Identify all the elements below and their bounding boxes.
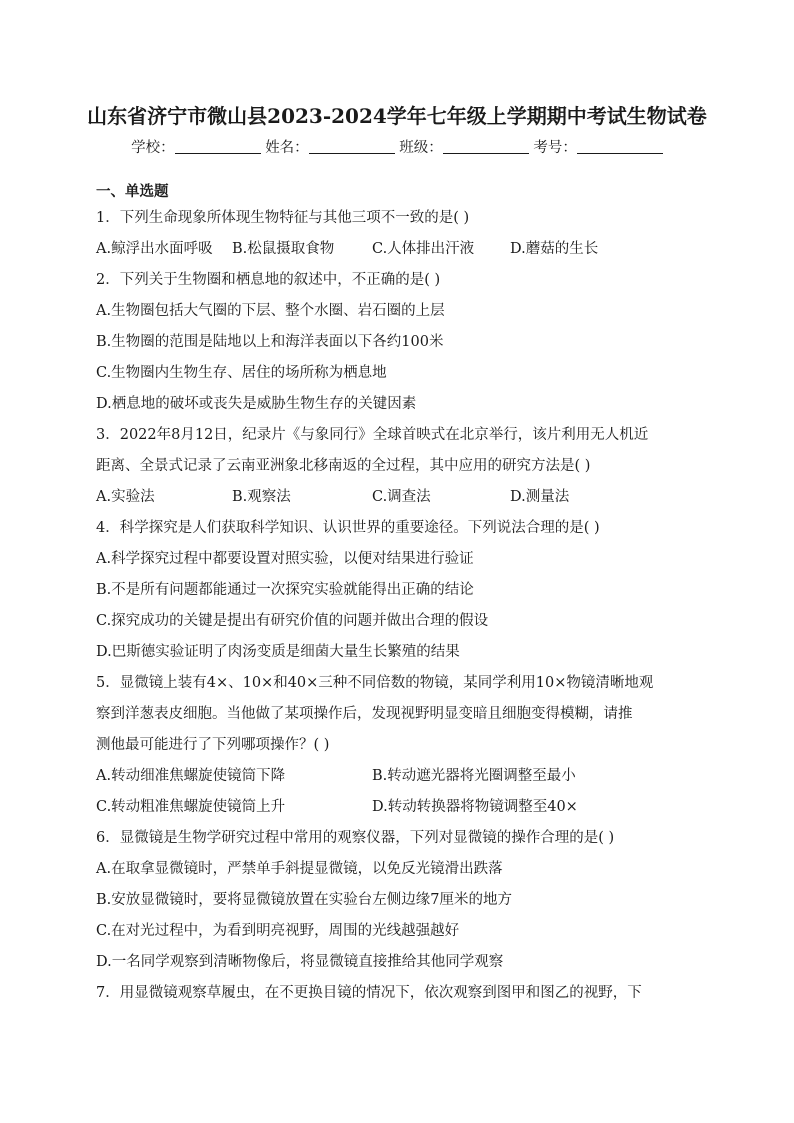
name-label: 姓名： xyxy=(265,140,309,156)
school-blank[interactable] xyxy=(175,139,261,154)
q6-stem: 6．显微镜是生物学研究过程中常用的观察仪器，下列对显微镜的操作合理的是( ) xyxy=(96,830,615,846)
exam-title: 山东省济宁市微山县2023-2024学年七年级上学期期中考试生物试卷 xyxy=(87,104,707,128)
school-label: 学校： xyxy=(131,140,175,156)
q1-stem: 1．下列生命现象所体现生物特征与其他三项不一致的是( ) xyxy=(96,210,470,226)
q1-option-c[interactable]: C.人体排出汗液 xyxy=(372,241,475,257)
q2-stem: 2．下列关于生物圈和栖息地的叙述中，不正确的是( ) xyxy=(96,272,441,288)
q5-stem-line1: 5．显微镜上装有4×、10×和40×三种不同倍数的物镜，某同学利用10×物镜清晰地观 xyxy=(96,675,654,691)
q2-option-a[interactable]: A.生物圈包括大气圈的下层、整个水圈、岩石圈的上层 xyxy=(96,303,445,319)
q6-option-a[interactable]: A.在取拿显微镜时，严禁单手斜提显微镜，以免反光镜滑出跌落 xyxy=(96,861,503,877)
class-label: 班级： xyxy=(399,140,443,156)
q3-option-c[interactable]: C.调查法 xyxy=(372,489,431,505)
q3-stem-line2: 距离、全景式记录了云南亚洲象北移南返的全过程，其中应用的研究方法是( ) xyxy=(96,458,591,474)
q4-option-b[interactable]: B.不是所有问题都能通过一次探究实验就能得出正确的结论 xyxy=(96,582,474,598)
q1-option-a[interactable]: A.鲸浮出水面呼吸 xyxy=(96,241,213,257)
q4-option-a[interactable]: A.科学探究过程中都要设置对照实验，以便对结果进行验证 xyxy=(96,551,474,567)
q7-stem: 7．用显微镜观察草履虫，在不更换目镜的情况下，依次观察到图甲和图乙的视野，下 xyxy=(96,985,642,1001)
q5-stem-line2: 察到洋葱表皮细胞。当他做了某项操作后，发现视野明显变暗且细胞变得模糊，请推 xyxy=(96,706,633,722)
q5-option-d[interactable]: D.转动转换器将物镜调整至40× xyxy=(372,799,578,815)
student-info-row xyxy=(0,136,794,157)
class-blank[interactable] xyxy=(443,139,529,154)
q3-stem-line1: 3．2022年8月12日，纪录片《与象同行》全球首映式在北京举行，该片利用无人机近 xyxy=(96,427,649,443)
q4-option-d[interactable]: D.巴斯德实验证明了肉汤变质是细菌大量生长繁殖的结果 xyxy=(96,644,460,660)
number-blank[interactable] xyxy=(577,139,663,154)
q2-option-c[interactable]: C.生物圈内生物生存、居住的场所称为栖息地 xyxy=(96,365,387,381)
q5-option-c[interactable]: C.转动粗准焦螺旋使镜筒上升 xyxy=(96,799,286,815)
q6-option-c[interactable]: C.在对光过程中，为看到明亮视野，周围的光线越强越好 xyxy=(96,923,460,939)
name-blank[interactable] xyxy=(309,139,395,154)
q5-stem-line3: 测他最可能进行了下列哪项操作？( ) xyxy=(96,737,330,753)
q1-option-b[interactable]: B.松鼠摄取食物 xyxy=(232,241,335,257)
q5-option-b[interactable]: B.转动遮光器将光圈调整至最小 xyxy=(372,768,576,784)
q6-option-b[interactable]: B.安放显微镜时，要将显微镜放置在实验台左侧边缘7厘米的地方 xyxy=(96,892,512,908)
q5-option-a[interactable]: A.转动细准焦螺旋使镜筒下降 xyxy=(96,768,286,784)
q4-stem: 4．科学探究是人们获取科学知识、认识世界的重要途径。下列说法合理的是( ) xyxy=(96,520,600,536)
q3-option-b[interactable]: B.观察法 xyxy=(232,489,291,505)
q3-option-a[interactable]: A.实验法 xyxy=(96,489,155,505)
q4-option-c[interactable]: C.探究成功的关键是提出有研究价值的问题并做出合理的假设 xyxy=(96,613,489,629)
q3-option-d[interactable]: D.测量法 xyxy=(510,489,570,505)
q2-option-b[interactable]: B.生物圈的范围是陆地以上和海洋表面以下各约100米 xyxy=(96,334,444,350)
q2-option-d[interactable]: D.栖息地的破坏或丧失是威胁生物生存的关键因素 xyxy=(96,396,417,412)
number-label: 考号： xyxy=(533,140,577,156)
q1-option-d[interactable]: D.蘑菇的生长 xyxy=(510,241,599,257)
section-heading: 一、单选题 xyxy=(96,183,169,200)
q6-option-d[interactable]: D.一名同学观察到清晰物像后，将显微镜直接推给其他同学观察 xyxy=(96,954,504,970)
